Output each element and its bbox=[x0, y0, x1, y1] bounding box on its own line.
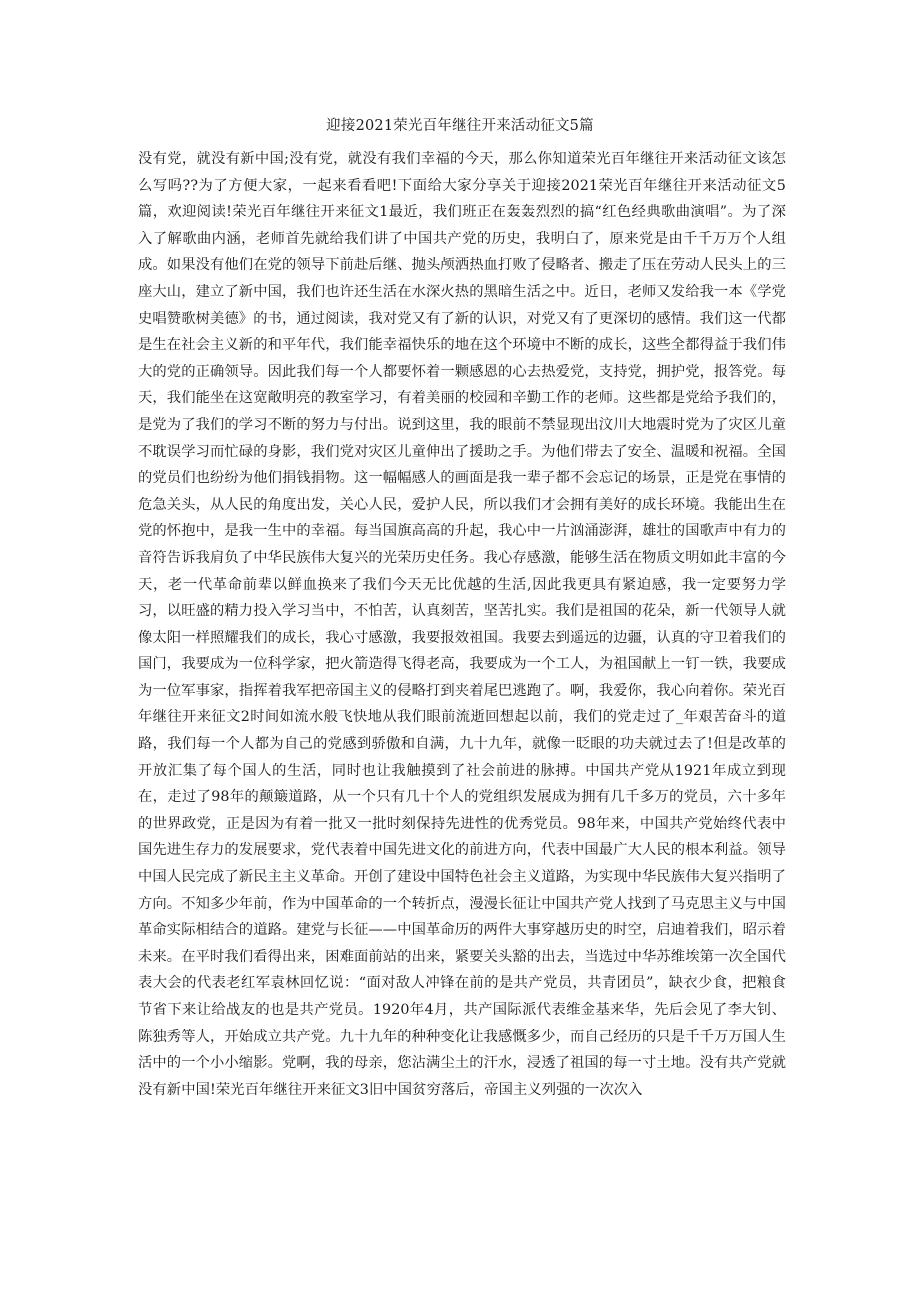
document-body: 没有党，就没有新中国;没有党，就没有我们幸福的今天，那么你知道荣光百年继往开来活动征文该怎么写吗??为了方便大家，一起来看看吧!下面给大家分享关于迎接2021荣光百年继往开来活动征文5篇，欢迎阅读!荣光百年继往开来征文1最近，我们班正在轰轰烈烈的搞“红色经典歌曲演唱”。为了深入了解歌曲内涵，老师首先就给我们讲了中国共产党的历史，我明白了，原来党是由千千万万个人组成。如果没有他们在党的领导下前赴后继、抛头颅洒热血打败了侵略者、搬走了压在劳动人民头上的三座大山，建立了新中国，我们也许还生活在水深火热的黑暗生活之中。近日，老师又发给我一本《学党史唱赞歌树美德》的书，通过阅读，我对党又有了新的认识，对党又有了更深切的感情。我们这一代都是生在社会主义新的和平年代，我们能幸福快乐的地在这个环境中不断的成长，这些全都得益于我们伟大的党的正确领导。因此我们每一个人都要怀着一颗感恩的心去热爱党，支持党，拥护党，报答党。每天，我们能坐在这宽敞明亮的教室学习，有着美丽的校园和辛勤工作的老师。这些都是党给予我们的，是党为了我们的学习不断的努力与付出。说到这里，我的眼前不禁显现出汶川大地震时党为了灾区儿童不耽误学习而忙碌的身影，我们党对灾区儿童伸出了援助之手。为他们带去了安全、温暖和祝福。全国的党员们也纷纷为他们捐钱捐物。这一幅幅感人的画面是我一辈子都不会忘记的场景，正是党在事情的危急关头，从人民的角度出发，关心人民，爱护人民，所以我们才会拥有美好的成长环境。我能出生在党的怀抱中，是我一生中的幸福。每当国旗高高的升起，我心中一片汹涌澎湃，雄壮的国歌声中有力的音符告诉我肩负了中华民族伟大复兴的光荣历史任务。我心存感激，能够生活在物质文明如此丰富的今天，老一代革命前辈以鲜血换来了我们今天无比优越的生活,因此我更具有紧迫感，我一定要努力学习，以旺盛的精力投入学习当中，不怕苦，认真刻苦，坚苦扎实。我们是祖国的花朵，新一代领导人就像太阳一样照耀我们的成长，我心寸感激，我要报效祖国。我要去到遥远的边疆，认真的守卫着我们的国门，我要成为一位科学家，把火箭造得飞得老高，我要成为一个工人，为祖国献上一钉一铁，我要成为一位军事家，指挥着我军把帝国主义的侵略打到夹着尾巴逃跑了。啊，我爱你，我心向着你。荣光百年继往开来征文2时间如流水般飞快地从我们眼前流逝回想起以前，我们的党走过了_年艰苦奋斗的道路，我们每一个人都为自己的党感到骄傲和自满，九十九年，就像一眨眼的功夫就过去了!但是改革的开放汇集了每个国人的生活，同时也让我触摸到了社会前进的脉搏。中国共产党从1921年成立到现在，走过了98年的颠簸道路，从一个只有几十个人的党组织发展成为拥有几千多万的党员，六十多年的世界政党，正是因为有着一批又一批时刻保持先进性的优秀党员。98年来，中国共产党始终代表中国先进生存力的发展要求，党代表着中国先进文化的前进方向，代表中国最广大人民的根本利益。领导中国人民完成了新民主主义革命。开创了建设中国特色社会主义道路，为实现中华民族伟大复兴指明了方向。不知多少年前，作为中国革命的一个转折点，漫漫长征让中国共产党人找到了马克思主义与中国革命实际相结合的道路。建党与长征——中国革命历的两件大事穿越历史的时空，启迪着我们，昭示着未来。在平时我们看得出来，困难面前站的出来，紧要关头豁的出去，当选过中华苏维埃第一次全国代表大会的代表老红军袁林回忆说：“面对敌人冲锋在前的是共产党员，共青团员”，缺衣少食，把粮食节省下来让给战友的也是共产党员。1920年4月，共产国际派代表维金基来华，先后会见了李大钊、陈独秀等人，开始成立共产党。九十九年的种种变化让我感慨多少，而自己经历的只是千千万万国人生活中的一个小小缩影。党啊，我的母亲，您沾满尘土的汗水，浸透了祖国的每一寸土地。没有共产党就没有新中国!荣光百年继往开来征文3旧中国贫穷落后，帝国主义列强的一次次入 bbox=[138, 151, 786, 1098]
document-title: 迎接2021荣光百年继往开来活动征文5篇 bbox=[326, 118, 594, 134]
